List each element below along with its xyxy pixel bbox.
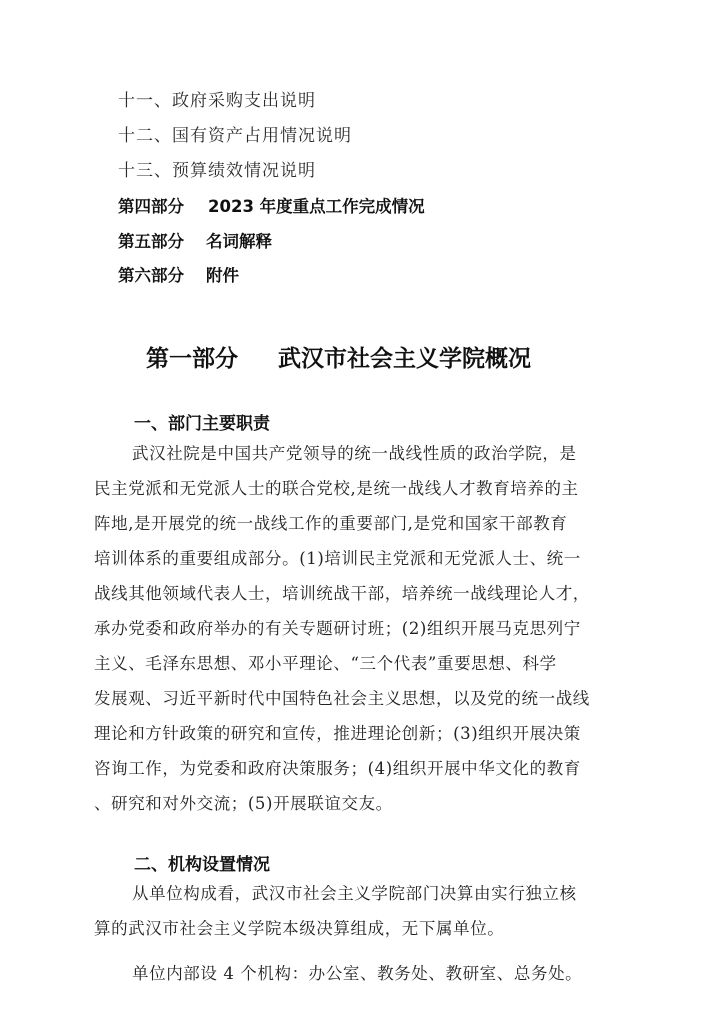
part-one-num: 第一部分 bbox=[146, 346, 238, 372]
toc-item-11: 十一、政府采购支出说明 bbox=[118, 91, 316, 111]
toc-item-12: 十二、国有资产占用情况说明 bbox=[118, 126, 352, 146]
body-line: 理论和方针政策的研究和宣传，推进理论创新；(3)组织开展决策 bbox=[94, 724, 581, 743]
toc-part-6-title: 附件 bbox=[206, 266, 239, 285]
toc-part-5 bbox=[118, 228, 272, 252]
section-2-body bbox=[94, 876, 624, 946]
body-line: 算的武汉市社会主义学院本级决算组成，无下属单位。 bbox=[94, 919, 505, 938]
toc-part-4-title: 2023 年度重点工作完成情况 bbox=[208, 197, 425, 216]
body-line: 发展观、习近平新时代中国特色社会主义思想，以及党的统一战线 bbox=[94, 689, 590, 708]
toc-part-5-title: 名词解释 bbox=[206, 232, 272, 251]
body-line: 战线其他领域代表人士，培训统战干部，培养统一战线理论人才， bbox=[94, 584, 590, 603]
section-2-body-2 bbox=[94, 956, 624, 991]
section-1-body bbox=[94, 436, 624, 821]
body-line: 咨询工作，为党委和政府决策服务；(4)组织开展中华文化的教育 bbox=[94, 759, 581, 778]
body-line: 单位内部设 4 个机构：办公室、教务处、教研室、总务处。 bbox=[132, 964, 583, 983]
toc-part-4-num: 第四部分 bbox=[118, 197, 184, 216]
body-line: 从单位构成看，武汉市社会主义学院部门决算由实行独立核 bbox=[132, 884, 577, 903]
body-line: 培训体系的重要组成部分。(1)培训民主党派和无党派人士、统一 bbox=[94, 549, 581, 568]
body-line: 主义、毛泽东思想、邓小平理论、“三个代表”重要思想、科学 bbox=[94, 654, 557, 673]
toc-part-6-num: 第六部分 bbox=[118, 266, 184, 285]
part-one-heading: 武汉市社会主义学院概况 bbox=[278, 346, 531, 372]
body-line: 武汉社院是中国共产党领导的统一战线性质的政治学院，是 bbox=[132, 444, 577, 463]
part-one-title bbox=[146, 340, 531, 373]
section-2-heading: 二、机构设置情况 bbox=[134, 855, 270, 875]
body-line: 阵地,是开展党的统一战线工作的重要部门,是党和国家干部教育 bbox=[94, 514, 568, 533]
toc-part-6 bbox=[118, 262, 239, 286]
toc-part-4 bbox=[118, 193, 425, 217]
section-1-heading: 一、部门主要职责 bbox=[134, 414, 270, 434]
toc-part-5-num: 第五部分 bbox=[118, 232, 184, 251]
toc-item-13: 十三、预算绩效情况说明 bbox=[118, 161, 316, 181]
body-line: 民主党派和无党派人士的联合党校,是统一战线人才教育培养的主 bbox=[94, 479, 579, 498]
body-line: 、研究和对外交流；(5)开展联谊交友。 bbox=[94, 794, 393, 813]
body-line: 承办党委和政府举办的有关专题研讨班；(2)组织开展马克思列宁 bbox=[94, 619, 581, 638]
